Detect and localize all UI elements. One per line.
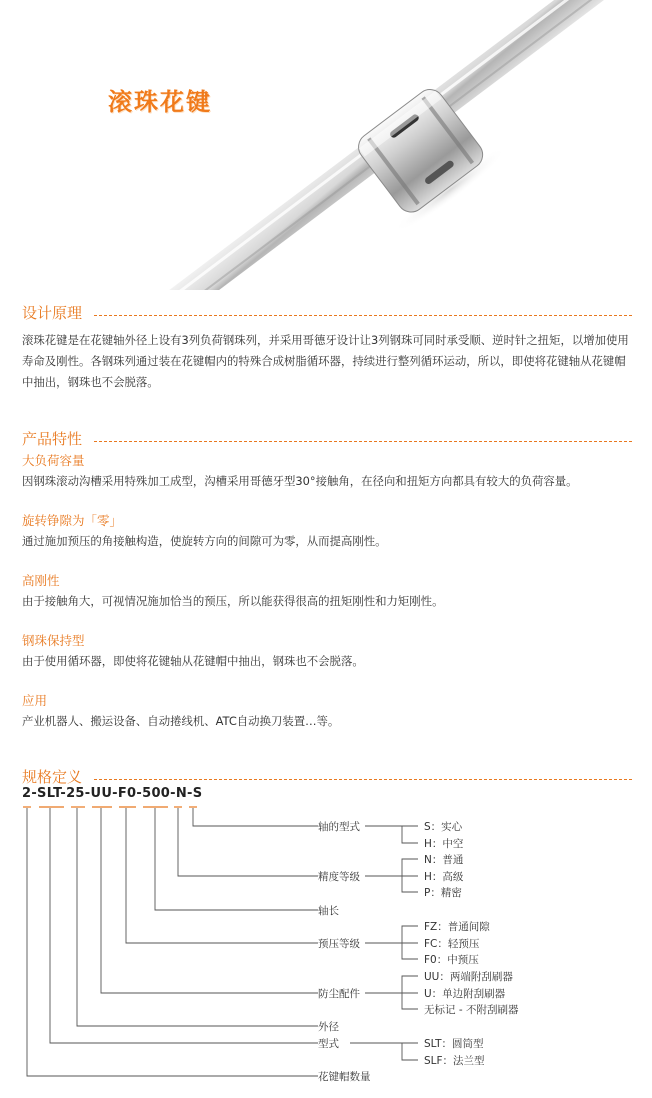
feature-text-application: 产业机器人、搬运设备、自动捲线机、ATC自动换刀装置…等。 — [22, 714, 340, 728]
section-heading-design-principle: 设计原理 — [22, 304, 83, 322]
option-preload-fc: FC：轻预压 — [424, 938, 480, 950]
label-count: 花键帽数量 — [318, 1071, 371, 1083]
option-accuracy-p: P：精密 — [424, 887, 462, 899]
feature-text-rigidity: 由于接触角大，可视情况施加恰当的预压，所以能获得很高的扭矩刚性和力矩刚性。 — [22, 594, 444, 608]
option-type-slf: SLF：法兰型 — [424, 1055, 485, 1067]
option-seal-u: U：单边附刮刷器 — [424, 988, 506, 1000]
feature-text-ball-retention: 由于使用循环器，即使将花键轴从花键帽中抽出，钢珠也不会脱落。 — [22, 654, 364, 668]
feature-title-load-capacity: 大负荷容量 — [22, 453, 85, 468]
label-type: 型式 — [318, 1038, 339, 1050]
option-type-slt: SLT：圆筒型 — [424, 1038, 484, 1050]
section-heading-features: 产品特性 — [22, 430, 83, 448]
feature-text-zero-backlash: 通过施加预压的角接触构造，使旋转方向的间隙可为零，从而提高刚性。 — [22, 534, 387, 548]
design-principle-text: 滚珠花键是在花键轴外径上设有3列负荷钢珠列，并采用哥德牙设计让3列钢珠可同时承受顺、逆时针之扭矩，以增加使用寿命及刚性。各钢珠列通过装在花键帽内的特殊合成树脂循环器，持续进行整列循环运动，所以，即使将花键轴从花键帽中抽出，钢珠也不会脱落。 — [22, 333, 629, 389]
option-brackets — [350, 826, 418, 1060]
option-preload-fz: FZ：普通间隙 — [424, 921, 490, 933]
label-diameter: 外径 — [318, 1021, 339, 1033]
feature-text-load-capacity: 因钢珠滚动沟槽采用特殊加工成型，沟槽采用哥德牙型30°接触角，在径向和扭矩方向都具有较大的负荷容量。 — [22, 474, 578, 488]
option-seal-none: 无标记 - 不附刮刷器 — [424, 1004, 519, 1016]
feature-title-rigidity: 高刚性 — [22, 573, 60, 588]
spec-code: 2-SLT-25-UU-F0-500-N-S — [22, 786, 203, 801]
label-preload: 预压等级 — [318, 938, 360, 950]
option-accuracy-n: N：普通 — [424, 854, 464, 866]
option-shaft-type-h: H：中空 — [424, 838, 464, 850]
feature-title-application: 应用 — [22, 693, 48, 708]
label-seal: 防尘配件 — [318, 988, 360, 1000]
option-accuracy-h: H：高级 — [424, 871, 464, 883]
feature-title-zero-backlash: 旋转铮隙为「零」 — [22, 513, 123, 528]
leader-lines — [27, 808, 318, 1076]
feature-title-ball-retention: 钢珠保持型 — [22, 633, 85, 648]
section-heading-spec: 规格定义 — [22, 768, 83, 786]
label-accuracy: 精度等级 — [318, 871, 360, 883]
label-shaft-type: 轴的型式 — [318, 821, 360, 833]
option-preload-f0: F0：中预压 — [424, 954, 479, 966]
option-seal-uu: UU：两端附刮刷器 — [424, 971, 513, 983]
hero-title: 滚珠花键 — [108, 88, 212, 116]
option-shaft-type-s: S：实心 — [424, 821, 463, 833]
label-length: 轴长 — [318, 905, 339, 917]
